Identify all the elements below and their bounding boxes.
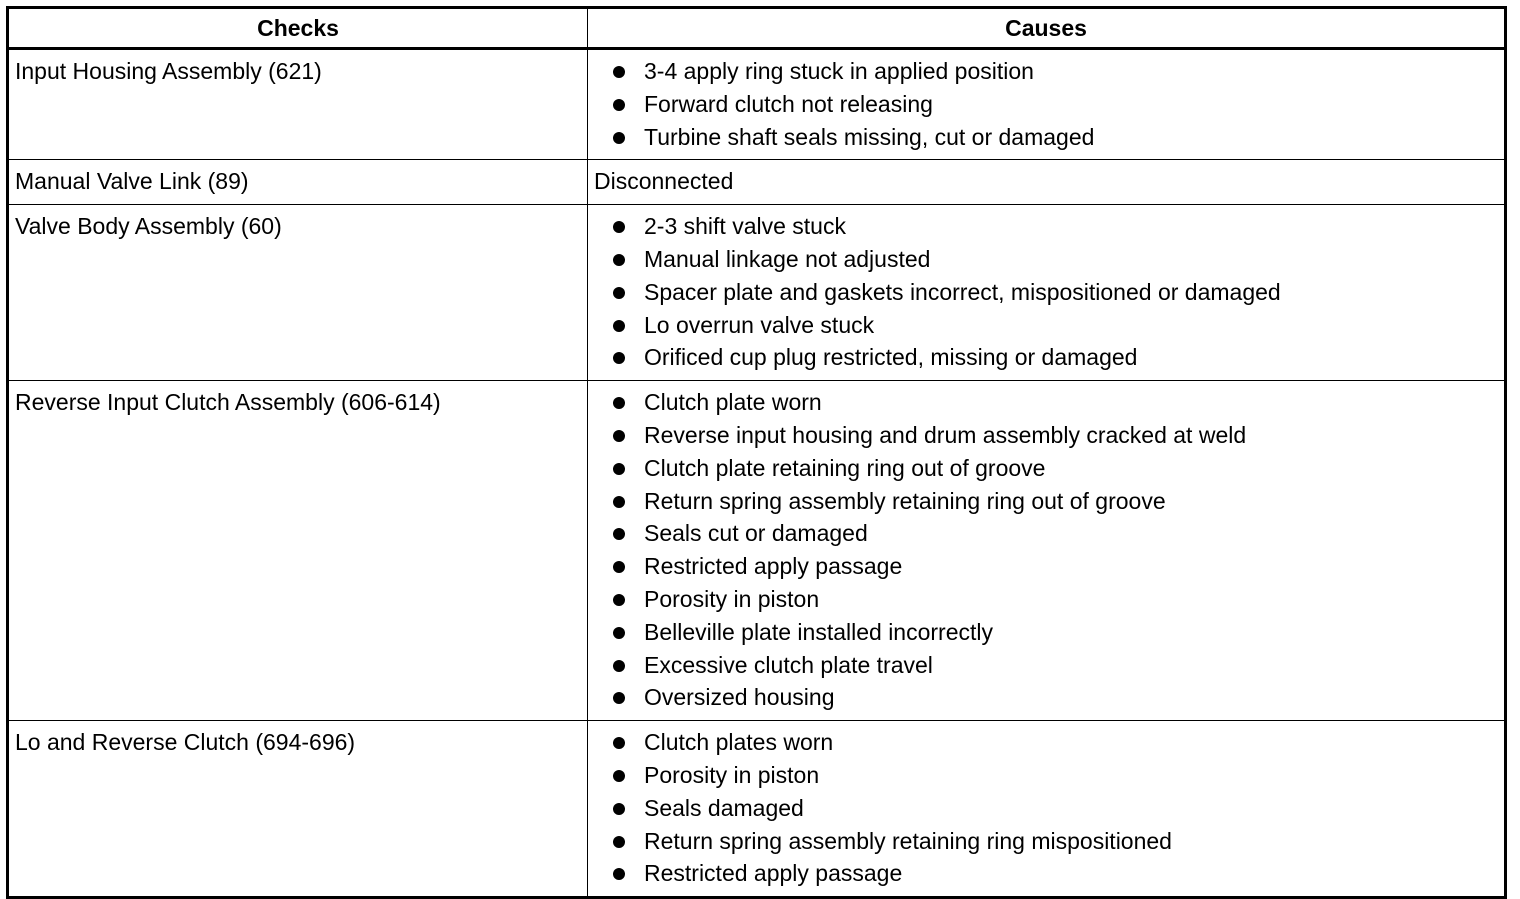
table-row: [8, 160, 1506, 205]
cause-text: 2-3 shift valve stuck: [644, 213, 846, 240]
cause-text: Restricted apply passage: [644, 860, 903, 887]
cause-text: Restricted apply passage: [644, 553, 903, 580]
bullet-icon: [613, 352, 625, 364]
causes-cell: [588, 381, 1506, 721]
causes-cell: [588, 160, 1506, 205]
cause-text: Excessive clutch plate travel: [644, 651, 933, 678]
cause-text: Disconnected: [594, 168, 734, 195]
cause-item: [594, 485, 1498, 518]
cause-item: [594, 857, 1498, 890]
bullet-icon: [613, 868, 625, 880]
cause-text: Turbine shaft seals missing, cut or damaged: [644, 123, 1095, 150]
bullet-icon: [613, 594, 625, 606]
bullet-icon: [613, 320, 625, 332]
cause-item: [594, 825, 1498, 858]
cause-item: [594, 55, 1498, 88]
causes-cell: [588, 49, 1506, 160]
table-row: [8, 381, 1506, 721]
table-row: [8, 49, 1506, 160]
cause-list: [594, 726, 1498, 890]
cause-text: Clutch plate worn: [644, 389, 822, 416]
cause-text: Clutch plates worn: [644, 729, 834, 756]
cause-list: [594, 210, 1498, 374]
cause-item: [594, 341, 1498, 374]
check-cell: Manual Valve Link (89): [8, 160, 588, 205]
cause-item: [594, 616, 1498, 649]
header-row: [8, 8, 1506, 49]
cause-item: [594, 517, 1498, 550]
bullet-icon: [613, 737, 625, 749]
bullet-icon: [613, 770, 625, 782]
cause-text: Reverse input housing and drum assembly cracked at weld: [644, 421, 1247, 448]
bullet-icon: [613, 397, 625, 409]
cause-text: Belleville plate installed incorrectly: [644, 618, 993, 645]
cause-item: [594, 419, 1498, 452]
cause-text: Return spring assembly retaining ring mispositioned: [644, 827, 1172, 854]
causes-cell: [588, 205, 1506, 381]
cause-item: [594, 276, 1498, 309]
cause-item: [594, 243, 1498, 276]
cause-text: Orificed cup plug restricted, missing or damaged: [644, 344, 1138, 371]
cause-text: 3-4 apply ring stuck in applied position: [644, 58, 1034, 84]
header-causes: Causes: [588, 8, 1506, 49]
check-cell: Input Housing Assembly (621): [8, 49, 588, 160]
bullet-icon: [613, 99, 625, 111]
cause-item: [594, 681, 1498, 714]
cause-list: [594, 55, 1498, 153]
cause-item: [594, 88, 1498, 121]
header-checks: Checks: [8, 8, 588, 49]
cause-text: Oversized housing: [644, 684, 835, 711]
bullet-icon: [613, 627, 625, 639]
cause-text: Porosity in piston: [644, 761, 820, 788]
diagnosis-table: [6, 6, 1507, 899]
bullet-icon: [613, 132, 625, 144]
cause-item: [594, 550, 1498, 583]
bullet-icon: [613, 221, 625, 233]
bullet-icon: [613, 463, 625, 475]
cause-item: [594, 210, 1498, 243]
bullet-icon: [613, 803, 625, 815]
causes-cell: [588, 721, 1506, 898]
cause-text: Lo overrun valve stuck: [644, 311, 875, 338]
cause-text: Seals cut or damaged: [644, 520, 868, 547]
cause-item: [594, 583, 1498, 616]
bullet-icon: [613, 836, 625, 848]
bullet-icon: [613, 254, 625, 266]
bullet-icon: [613, 287, 625, 299]
bullet-icon: [613, 528, 625, 540]
bullet-icon: [613, 496, 625, 508]
table-row: [8, 721, 1506, 898]
cause-text: Spacer plate and gaskets incorrect, mispositioned or damaged: [644, 278, 1281, 305]
cause-item: [594, 309, 1498, 342]
bullet-icon: [613, 430, 625, 442]
cause-item: [594, 386, 1498, 419]
bullet-icon: [613, 660, 625, 672]
bullet-icon: [613, 561, 625, 573]
cause-list: [594, 386, 1498, 714]
cause-text: Return spring assembly retaining ring out of groove: [644, 487, 1166, 514]
check-cell: Lo and Reverse Clutch (694-696): [8, 721, 588, 898]
cause-text: Manual linkage not adjusted: [644, 245, 931, 272]
check-cell: Reverse Input Clutch Assembly (606-614): [8, 381, 588, 721]
cause-text: Seals damaged: [644, 794, 804, 821]
cause-text: Clutch plate retaining ring out of groove: [644, 454, 1046, 481]
cause-item: [594, 792, 1498, 825]
cause-item: [594, 452, 1498, 485]
cause-text: Forward clutch not releasing: [644, 90, 933, 117]
table-row: [8, 205, 1506, 381]
cause-item: [594, 121, 1498, 154]
cause-item: [594, 759, 1498, 792]
check-cell: Valve Body Assembly (60): [8, 205, 588, 381]
bullet-icon: [613, 66, 625, 78]
cause-item: [594, 726, 1498, 759]
cause-text: Porosity in piston: [644, 585, 820, 612]
bullet-icon: [613, 692, 625, 704]
cause-item: [594, 649, 1498, 682]
